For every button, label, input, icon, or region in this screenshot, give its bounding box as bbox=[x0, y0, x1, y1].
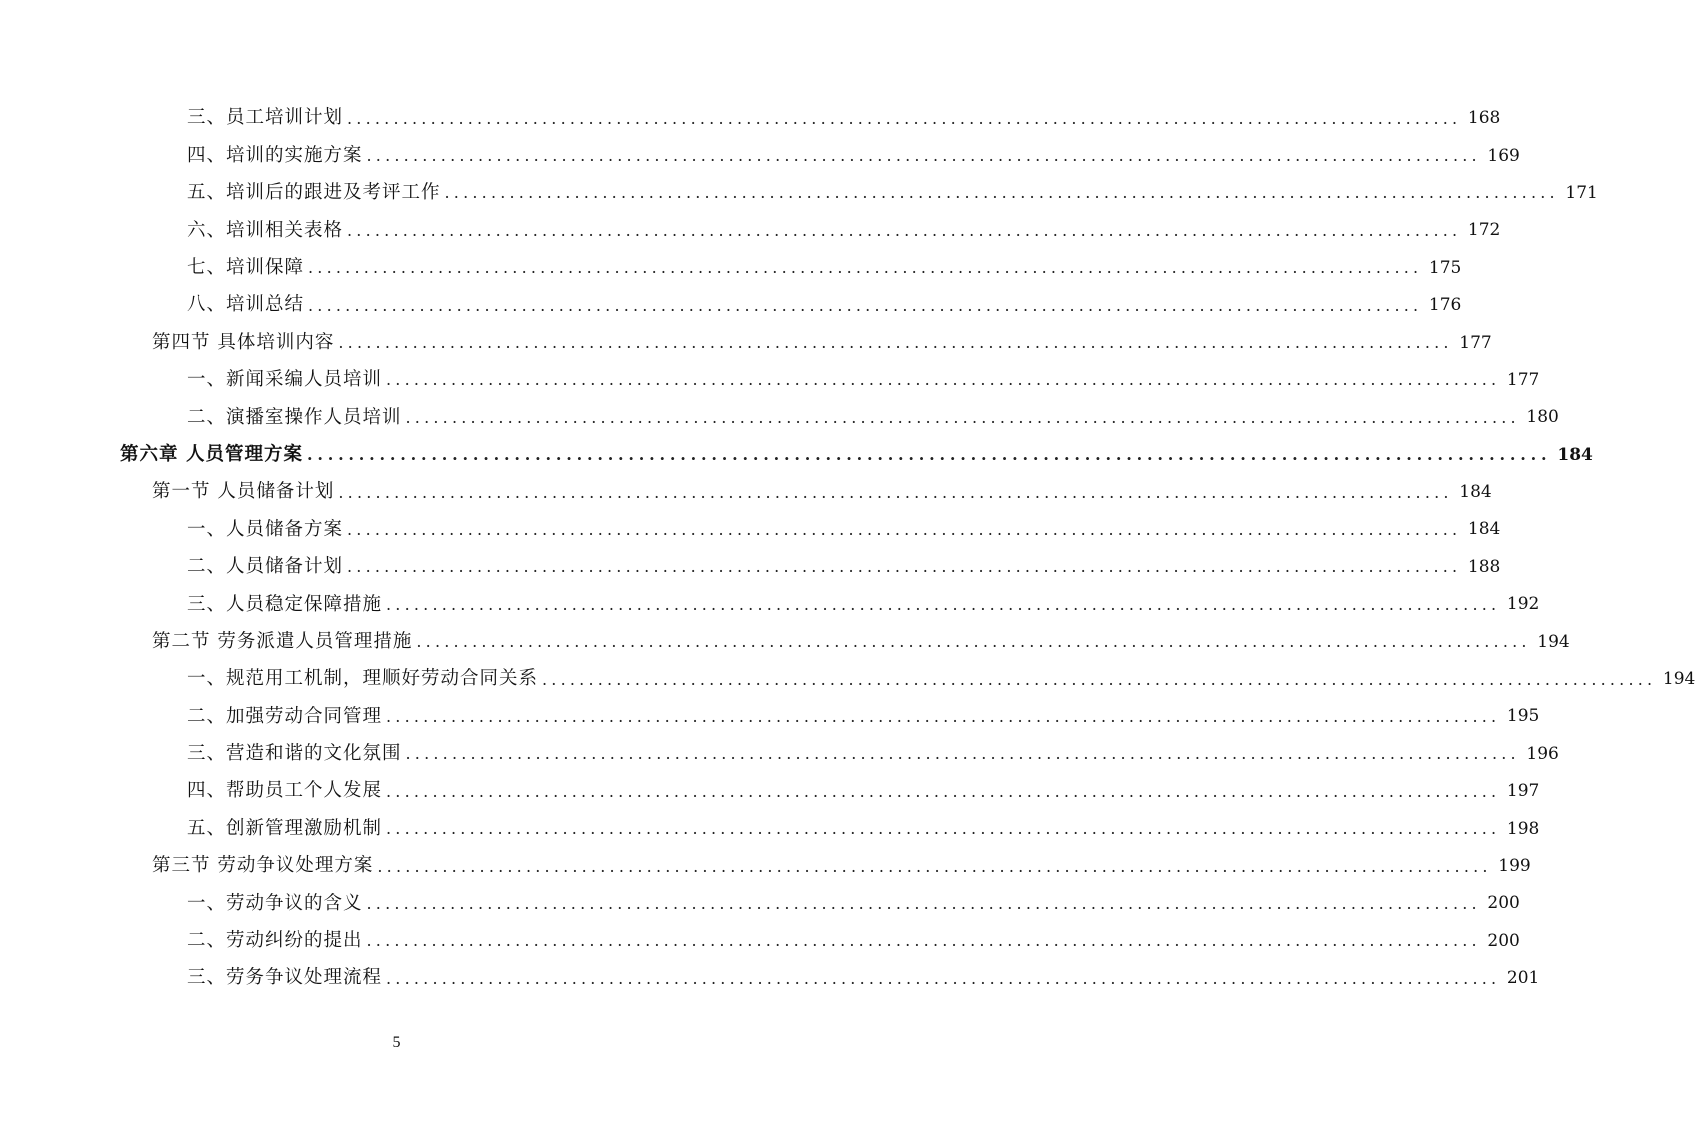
toc-entry-title: 一、新闻采编人员培训 bbox=[187, 369, 383, 391]
toc-dot-leader: ........................................................................................................................ bbox=[338, 482, 1453, 502]
toc-entry-page: 177 bbox=[1459, 332, 1492, 353]
toc-section-entry[interactable] bbox=[0, 324, 1492, 361]
toc-item-entry[interactable] bbox=[0, 960, 1540, 997]
toc-entry-title: 三、人员稳定保障措施 bbox=[187, 593, 383, 615]
toc-item-entry[interactable] bbox=[0, 511, 1501, 548]
toc-entry-title: 第六章 人员管理方案 bbox=[120, 443, 303, 465]
toc-entry-title: 四、帮助员工个人发展 bbox=[187, 780, 383, 802]
toc-item-entry[interactable] bbox=[0, 137, 1520, 174]
toc-dot-leader: ........................................................................................................................ bbox=[386, 594, 1501, 614]
toc-dot-leader: ........................................................................................................................ bbox=[366, 893, 1481, 913]
toc-entry-page: 201 bbox=[1506, 968, 1540, 989]
toc-entry-page: 199 bbox=[1498, 856, 1531, 876]
toc-item-entry[interactable] bbox=[0, 698, 1540, 735]
toc-entry-title: 四、培训的实施方案 bbox=[187, 144, 363, 166]
toc-entry-title: 二、劳动纠纷的提出 bbox=[187, 930, 363, 952]
toc-item-entry[interactable] bbox=[0, 923, 1520, 960]
toc-entry-page: 196 bbox=[1526, 743, 1559, 764]
toc-dot-leader: ........................................................................................................................ bbox=[366, 931, 1481, 951]
toc-entry-title: 第二节 劳务派遣人员管理措施 bbox=[152, 630, 413, 652]
toc-dot-leader: ........................................................................................................................ bbox=[405, 744, 1520, 764]
toc-entry-title: 第四节 具体培训内容 bbox=[152, 331, 335, 353]
toc-entry-title: 三、营造和谐的文化氛围 bbox=[187, 743, 402, 765]
toc-entry-page: 172 bbox=[1467, 220, 1501, 241]
toc-dot-leader: ........................................................................................................................ bbox=[366, 146, 1481, 166]
toc-dot-leader: ........................................................................................................................ bbox=[416, 632, 1531, 652]
toc-entry-page: 176 bbox=[1428, 295, 1462, 316]
toc-dot-leader: ........................................................................................................................ bbox=[386, 706, 1501, 726]
toc-entry-title: 一、劳动争议的含义 bbox=[187, 892, 363, 914]
toc-entry-title: 一、规范用工机制，理顺好劳动合同关系 bbox=[187, 668, 539, 690]
toc-entry-page: 194 bbox=[1662, 669, 1695, 690]
toc-dot-leader: ........................................................................................................................ bbox=[308, 295, 1423, 315]
toc-entry-title: 一、人员储备方案 bbox=[187, 518, 344, 540]
toc-item-entry[interactable] bbox=[0, 661, 1695, 698]
toc-entry-page: 184 bbox=[1459, 482, 1492, 503]
toc-entry-page: 171 bbox=[1565, 182, 1598, 203]
toc-item-entry[interactable] bbox=[0, 362, 1540, 399]
toc-dot-leader: ........................................................................................................................ bbox=[338, 333, 1453, 353]
toc-section-entry[interactable] bbox=[0, 474, 1492, 511]
toc-entry-page: 175 bbox=[1428, 257, 1462, 278]
toc-item-entry[interactable] bbox=[0, 100, 1501, 137]
toc-entry-page: 184 bbox=[1467, 519, 1501, 540]
toc-dot-leader: ........................................................................................................................ bbox=[308, 258, 1423, 278]
toc-entry-page: 177 bbox=[1506, 369, 1540, 390]
toc-dot-leader: ........................................................................................................................ bbox=[386, 370, 1501, 390]
toc-entry-title: 三、员工培训计划 bbox=[187, 107, 344, 129]
toc-dot-leader: ........................................................................................................................ bbox=[347, 557, 1462, 577]
toc-entry-title: 三、劳务争议处理流程 bbox=[187, 967, 383, 989]
toc-entry-page: 198 bbox=[1506, 818, 1540, 839]
toc-dot-leader: ........................................................................................................................ bbox=[542, 669, 1657, 689]
toc-item-entry[interactable] bbox=[0, 250, 1462, 287]
toc-entry-title: 五、创新管理激励机制 bbox=[187, 817, 383, 839]
toc-entry-page: 184 bbox=[1557, 444, 1593, 465]
toc-entry-title: 五、培训后的跟进及考评工作 bbox=[187, 182, 441, 204]
toc-dot-leader: ........................................................................................................................ bbox=[386, 781, 1501, 801]
toc-item-entry[interactable] bbox=[0, 810, 1540, 847]
page-number: 5 bbox=[392, 1034, 401, 1051]
toc-entry-page: 180 bbox=[1526, 407, 1559, 428]
toc-item-entry[interactable] bbox=[0, 175, 1598, 212]
toc-entry-page: 200 bbox=[1487, 893, 1520, 914]
toc-item-entry[interactable] bbox=[0, 885, 1520, 922]
toc-section-entry[interactable] bbox=[0, 623, 1570, 660]
toc-entry-title: 第三节 劳动争议处理方案 bbox=[152, 855, 374, 877]
toc-item-entry[interactable] bbox=[0, 399, 1559, 436]
toc-entry-title: 第一节 人员储备计划 bbox=[152, 481, 335, 503]
toc-item-entry[interactable] bbox=[0, 549, 1501, 586]
toc-dot-leader: ........................................................................................................................ bbox=[306, 445, 1552, 465]
toc-item-entry[interactable] bbox=[0, 773, 1540, 810]
toc-dot-leader: ........................................................................................................................ bbox=[405, 407, 1520, 427]
toc-entry-title: 二、加强劳动合同管理 bbox=[187, 705, 383, 727]
toc-entry-page: 169 bbox=[1487, 145, 1520, 166]
toc-dot-leader: ........................................................................................................................ bbox=[347, 220, 1462, 240]
toc-entry-page: 192 bbox=[1506, 594, 1540, 615]
toc-dot-leader: ........................................................................................................................ bbox=[347, 108, 1462, 128]
toc-section-entry[interactable] bbox=[0, 848, 1531, 885]
toc-entry-title: 二、人员储备计划 bbox=[187, 556, 344, 578]
toc-dot-leader: ........................................................................................................................ bbox=[347, 519, 1462, 539]
toc-dot-leader: ........................................................................................................................ bbox=[386, 819, 1501, 839]
toc-entry-page: 168 bbox=[1467, 108, 1501, 129]
toc-item-entry[interactable] bbox=[0, 736, 1559, 773]
toc-dot-leader: ........................................................................................................................ bbox=[444, 183, 1559, 203]
toc-entry-title: 二、演播室操作人员培训 bbox=[187, 406, 402, 428]
toc-entry-title: 六、培训相关表格 bbox=[187, 219, 344, 241]
toc-entry-page: 188 bbox=[1467, 556, 1501, 577]
toc-item-entry[interactable] bbox=[0, 212, 1501, 249]
toc-dot-leader: ........................................................................................................................ bbox=[377, 856, 1492, 876]
toc-entry-title: 八、培训总结 bbox=[187, 294, 305, 316]
toc-item-entry[interactable] bbox=[0, 287, 1462, 324]
toc-entry-page: 200 bbox=[1487, 930, 1520, 951]
toc-entry-page: 194 bbox=[1537, 631, 1570, 652]
toc-item-entry[interactable] bbox=[0, 586, 1540, 623]
table-of-contents bbox=[0, 100, 1695, 997]
toc-entry-title: 七、培训保障 bbox=[187, 257, 305, 278]
toc-chapter-entry[interactable] bbox=[0, 437, 1593, 474]
toc-entry-page: 195 bbox=[1506, 706, 1540, 727]
toc-dot-leader: ........................................................................................................................ bbox=[386, 968, 1501, 988]
toc-entry-page: 197 bbox=[1506, 781, 1540, 802]
